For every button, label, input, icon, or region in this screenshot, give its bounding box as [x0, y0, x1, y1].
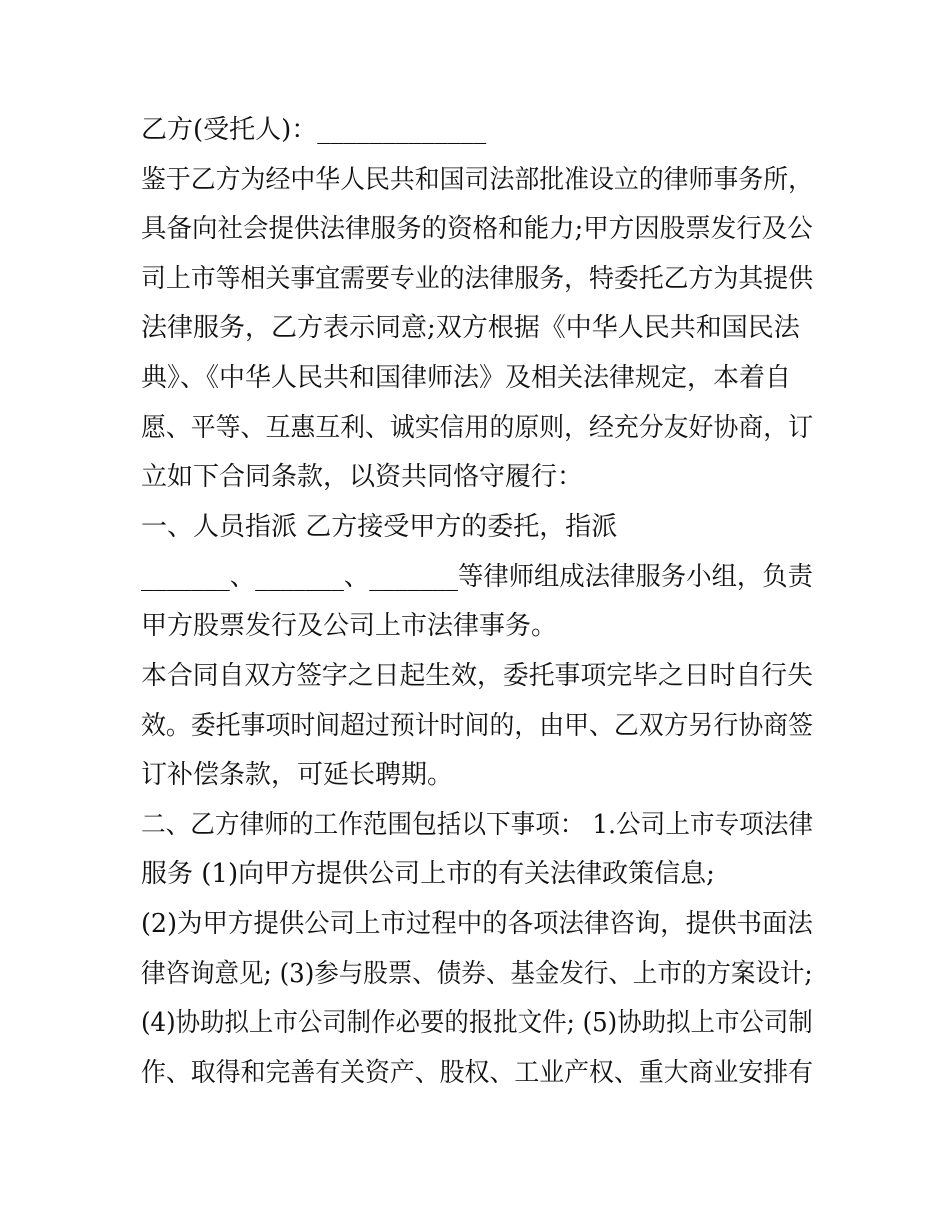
document-line: 具备向社会提供法律服务的资格和能力;甲方因股票发行及公 — [141, 214, 813, 244]
document-line: 典》、《中华人民共和国律师法》及相关法律规定，本着自 — [141, 363, 792, 393]
document-line: 二、乙方律师的工作范围包括以下事项： 1.公司上市专项法律 — [141, 810, 814, 840]
document-line: (4)协助拟上市公司制作必要的报批文件; (5)协助拟上市公司制 — [141, 1008, 813, 1038]
document-line: 法律服务，乙方表示同意;双方根据《中华人民共和国民法 — [141, 313, 800, 343]
document-line: _______、_______、_______等律师组成法律服务小组，负责 — [141, 562, 814, 592]
document-line: 律咨询意见; (3)参与股票、债券、基金发行、上市的方案设计; — [141, 959, 813, 989]
document-line: 司上市等相关事宜需要专业的法律服务，特委托乙方为其提供 — [141, 264, 814, 294]
document-line: 本合同自双方签字之日起生效，委托事项完毕之日时自行失 — [141, 661, 814, 691]
document-line: 一、人员指派 乙方接受甲方的委托，指派 — [141, 512, 618, 542]
document-line: (2)为甲方提供公司上市过程中的各项法律咨询，提供书面法 — [141, 909, 813, 939]
document-line: 鉴于乙方为经中华人民共和国司法部批准设立的律师事务所， — [141, 165, 814, 195]
document-line: 愿、平等、互惠互利、诚实信用的原则，经充分友好协商，订 — [141, 413, 814, 443]
document-line: 作、取得和完善有关资产、股权、工业产权、重大商业安排有 — [141, 1058, 814, 1088]
document-line: 乙方(受托人)：_____________ — [141, 115, 487, 145]
document-line: 立如下合同条款，以资共同恪守履行： — [141, 462, 584, 492]
document-line: 订补偿条款，可延长聘期。 — [141, 760, 454, 790]
document-line: 效。委托事项时间超过预计时间的，由甲、乙双方另行协商签 — [141, 711, 814, 741]
document-line: 服务 (1)向甲方提供公司上市的有关法律政策信息; — [141, 859, 715, 889]
document-line: 甲方股票发行及公司上市法律事务。 — [141, 611, 558, 641]
